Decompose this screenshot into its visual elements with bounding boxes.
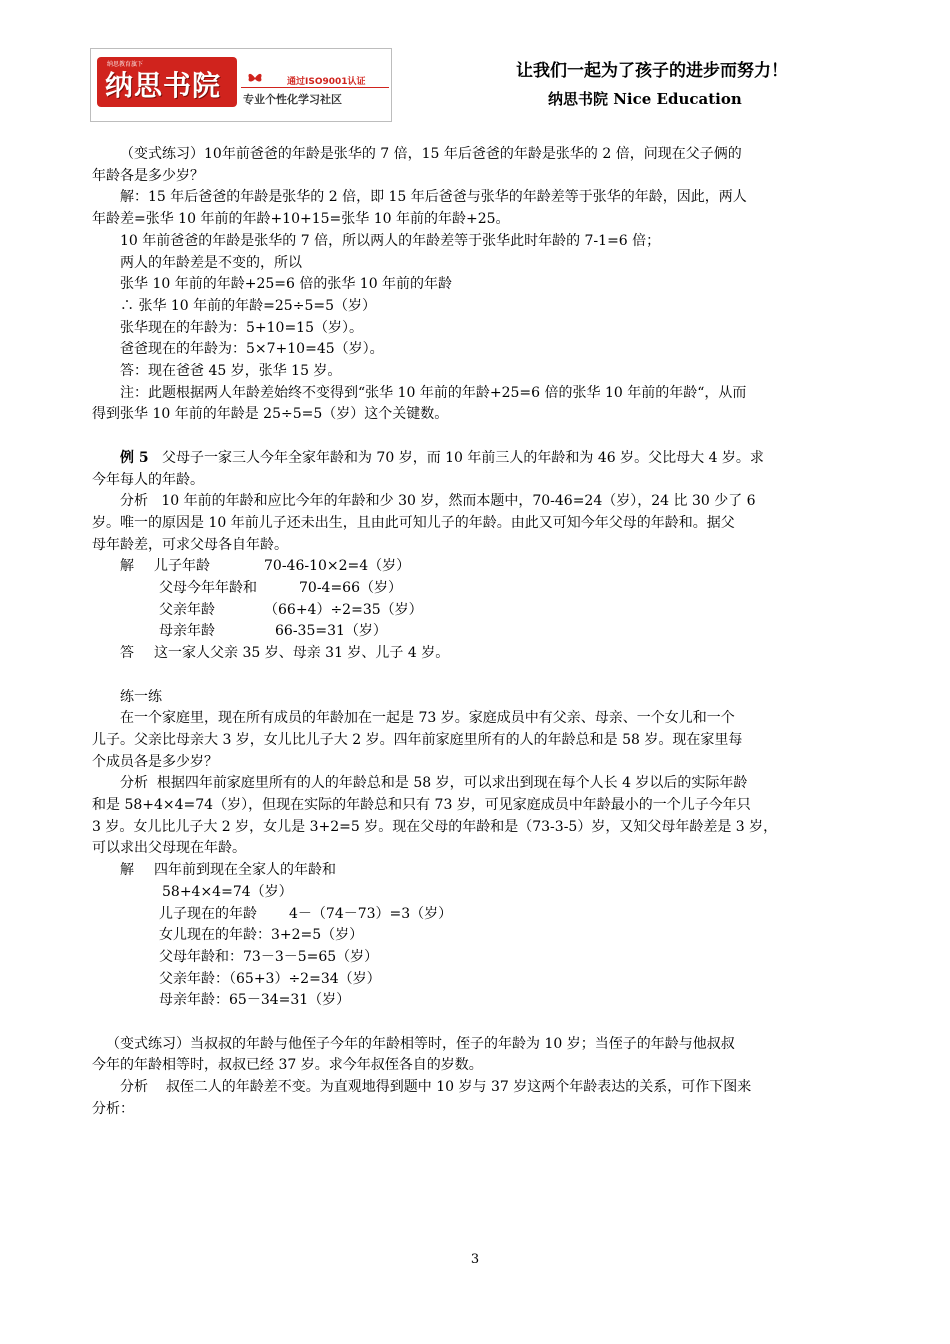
- logo: [90, 48, 392, 122]
- practice-title: 练一练: [120, 688, 162, 705]
- ex5-answer-label: 答: [120, 645, 134, 662]
- practice-son-label: 儿子现在的年龄: [159, 905, 257, 922]
- practice-solution-line2: 58+4×4=74（岁）: [162, 883, 293, 900]
- practice-solution-line4: 女儿现在的年龄：3+2=5（岁）: [159, 927, 364, 944]
- ex5-solution-label: 解: [120, 558, 134, 575]
- practice-solution-text: 四年前到现在全家人的年龄和: [154, 862, 336, 879]
- practice-solution-label: 解: [120, 862, 134, 879]
- ex5-row4-value: 66-35=31（岁）: [275, 623, 387, 640]
- ex5-label: 例 5: [120, 449, 149, 466]
- ex5-solution-row3: [92, 600, 860, 622]
- spacer: [92, 426, 860, 448]
- page-number: 3: [470, 1252, 480, 1267]
- logo-small-text: 纳思教育旗下: [107, 61, 144, 68]
- ex5-answer-text: 这一家人父亲 35 岁、母亲 31 岁、儿子 4 岁。: [154, 645, 450, 662]
- exlast-question-line2: 今年的年龄相等时，叔叔已经 37 岁。求今年叔侄各自的岁数。: [92, 1057, 483, 1074]
- ex5-row3-label: 父亲年龄: [159, 601, 215, 618]
- ex1-solution-line2: 年龄差=张华 10 年前的年龄+10+15=张华 10 年前的年龄+25。: [92, 211, 510, 228]
- practice-question-line1: 在一个家庭里，现在所有成员的年龄加在一起是 73 岁。家庭成员中有父亲、母亲、一个女儿和一个: [120, 710, 735, 727]
- ex1-solution-line5: 张华 10 年前的年龄+25=6 倍的张华 10 年前的年龄: [120, 276, 453, 293]
- ex5-analysis-label: 分析: [120, 493, 148, 510]
- ex5-question-line1: [92, 448, 860, 470]
- ex1-solution-line8: 爸爸现在的年龄为：5×7+10=45（岁）。: [120, 341, 384, 358]
- practice-son-value: 4－（74－73）=3（岁）: [289, 905, 453, 922]
- ex5-solution-row4: [92, 621, 860, 643]
- practice-analysis-line4: 可以求出父母现在年龄。: [92, 840, 246, 857]
- exlast-question-line1: （变式练习）当叔叔的年龄与他侄子今年的年龄相等时，侄子的年龄为 10 岁；当侄子的年龄与他叔叔: [106, 1035, 735, 1052]
- ex1-solution-line7: 张华现在的年龄为：5+10=15（岁）。: [120, 319, 363, 336]
- ex1-solution-line1: 解：15 年后爸爸的年龄是张华的 2 倍，即 15 年后爸爸与张华的年龄差等于张华的年龄，因此，两人: [120, 189, 747, 206]
- ex1-note-line1: 注：此题根据两人年龄差始终不变得到“张华 10 年前的年龄+25=6 倍的张华 10 年前的年龄“，从而: [120, 384, 747, 401]
- exlast-analysis-line2: 分析：: [92, 1100, 134, 1117]
- ex1-question-line2: 年龄各是多少岁？: [92, 167, 204, 184]
- ex5-row3-value: （66+4）÷2=35（岁）: [264, 601, 423, 618]
- ex1-question-line1: （变式练习）10年前爸爸的年龄是张华的 7 倍，15 年后爸爸的年龄是张华的 2 倍，问现在父子俩的: [120, 146, 742, 162]
- exlast-analysis-label: 分析: [120, 1079, 148, 1096]
- ex5-row4-label: 母亲年龄: [159, 623, 215, 640]
- logo-iso-text: 通过ISO9001认证: [287, 77, 366, 87]
- practice-solution-line1: [92, 860, 860, 882]
- practice-analysis-line2: 和是 58+4×4=74（岁），但现在实际的年龄总和只有 73 岁，可见家庭成员中年龄最小的一个儿子今年只: [92, 797, 751, 814]
- practice-question-line2: 儿子。父亲比母亲大 3 岁，女儿比儿子大 2 岁。四年前家庭里所有的人的年龄总和是 58 岁。现在家里每: [92, 731, 743, 748]
- document-body: [92, 144, 860, 1121]
- ex5-analysis-line2: 岁。唯一的原因是 10 年前儿子还未出生，且由此可知儿子的年龄。由此又可知今年父母的年龄和。据父: [92, 514, 735, 531]
- ex1-answer: 答：现在爸爸 45 岁，张华 15 岁。: [120, 363, 342, 380]
- exlast-analysis-text: 叔侄二人的年龄差不变。为直观地得到题中 10 岁与 37 岁这两个年龄表达的关系，可作下图来: [165, 1079, 752, 1096]
- ex5-analysis-text: 10 年前的年龄和应比今年的年龄和少 30 岁，然而本题中，70-46=24（岁），24 比 30 少了 6: [161, 493, 756, 510]
- logo-main-text: 纳思书院: [105, 69, 222, 102]
- ex5-row1-label: 儿子年龄: [154, 558, 210, 575]
- spacer: [92, 1012, 860, 1034]
- ex1-solution-line4: 两人的年龄差是不变的，所以: [120, 254, 302, 271]
- ex1-solution-line3: 10 年前爸爸的年龄是张华的 7 倍，所以两人的年龄差等于张华此时年龄的 7-1=6 倍；: [120, 232, 661, 249]
- ex5-question-text: 父母子一家三人今年全家年龄和为 70 岁，而 10 年前三人的年龄和为 46 岁。父比母大 4 岁。求: [161, 449, 764, 466]
- logo-community-text: 专业个性化学习社区: [243, 93, 342, 106]
- header-brand: 纳思书院 Nice Education: [548, 90, 742, 108]
- exlast-analysis-line1: [92, 1077, 860, 1099]
- ex5-row2-label: 父母今年年龄和: [159, 580, 257, 597]
- ex1-solution-line6: ∴ 张华 10 年前的年龄=25÷5=5（岁）: [120, 297, 376, 314]
- ex5-analysis-line3: 母年龄差，可求父母各自年龄。: [92, 536, 288, 553]
- ex5-answer: [92, 643, 860, 665]
- practice-solution-line7: 母亲年龄：65－34=31（岁）: [159, 992, 351, 1009]
- practice-analysis-label: 分析: [120, 775, 148, 792]
- butterfly-icon: [247, 71, 263, 85]
- ex5-row1-value: 70-46-10×2=4（岁）: [264, 558, 411, 575]
- spacer: [92, 665, 860, 687]
- ex1-note-line2: 得到张华 10 年前的年龄是 25÷5=5（岁）这个关键数。: [92, 406, 449, 423]
- ex5-question-line2: 今年每人的年龄。: [92, 471, 204, 488]
- practice-analysis-line3: 3 岁。女儿比儿子大 2 岁，女儿是 3+2=5 岁。现在父母的年龄和是（73-3-5）岁，又知父母年龄差是 3 岁，: [92, 818, 778, 835]
- practice-analysis-line1: [92, 773, 860, 795]
- practice-question-line3: 个成员各是多少岁？: [92, 753, 218, 770]
- ex5-solution-row1: [92, 556, 860, 578]
- ex5-analysis-line1: [92, 491, 860, 513]
- practice-analysis-text: 根据四年前家庭里所有的人的年龄总和是 58 岁，可以求出到现在每个人长 4 岁以后的实际年龄: [156, 775, 748, 792]
- ex5-row2-value: 70-4=66（岁）: [299, 580, 402, 597]
- header-slogan: 让我们一起为了孩子的进步而努力！: [516, 61, 788, 81]
- practice-solution-line3: [92, 904, 860, 926]
- practice-solution-line6: 父亲年龄：（65+3）÷2=34（岁）: [159, 970, 381, 987]
- practice-solution-line5: 父母年龄和：73－3－5=65（岁）: [159, 948, 379, 965]
- logo-red-block: [97, 57, 237, 107]
- ex5-solution-row2: [92, 578, 860, 600]
- logo-divider: [241, 87, 389, 88]
